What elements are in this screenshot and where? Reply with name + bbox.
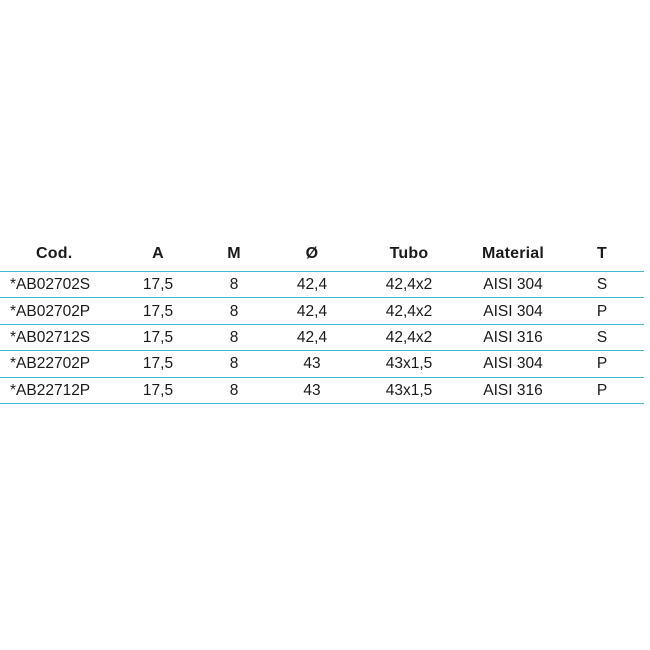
cell-t: S [596, 328, 608, 346]
header-diameter: Ø [305, 244, 319, 262]
cell-tubo: 42,4x2 [385, 328, 433, 346]
cell-tubo: 43x1,5 [385, 381, 433, 399]
table-row [0, 325, 644, 351]
cell-code: *AB22712P [10, 381, 91, 399]
header-m: M [227, 244, 241, 262]
cell-material: AISI 304 [483, 276, 543, 294]
cell-a: 17,5 [142, 381, 174, 399]
cell-material: AISI 304 [483, 355, 543, 373]
table-row [0, 298, 644, 324]
header-material: Material [481, 244, 545, 262]
cell-diameter: 43 [303, 355, 321, 373]
cell-a: 17,5 [142, 276, 174, 294]
table-header [0, 236, 644, 272]
cell-code: *AB02712S [10, 328, 91, 346]
cell-diameter: 42,4 [296, 302, 328, 320]
cell-t: S [596, 276, 608, 294]
table-row [0, 378, 644, 404]
cell-code: *AB22702P [10, 355, 91, 373]
cell-diameter: 42,4 [296, 328, 328, 346]
cell-a: 17,5 [142, 302, 174, 320]
table-row [0, 272, 644, 298]
cell-tubo: 42,4x2 [385, 276, 433, 294]
cell-tubo: 42,4x2 [385, 302, 433, 320]
cell-tubo: 43x1,5 [385, 355, 433, 373]
cell-material: AISI 316 [483, 381, 543, 399]
cell-t: P [596, 355, 608, 373]
cell-m: 8 [229, 302, 239, 320]
cell-m: 8 [229, 355, 239, 373]
cell-code: *AB02702P [10, 302, 91, 320]
cell-diameter: 42,4 [296, 276, 328, 294]
header-a: A [152, 244, 164, 262]
spec-table [0, 236, 644, 404]
header-t: T [597, 244, 607, 262]
header-tubo: Tubo [389, 244, 429, 262]
table-row [0, 351, 644, 377]
cell-material: AISI 304 [483, 302, 543, 320]
cell-diameter: 43 [303, 381, 321, 399]
cell-t: P [596, 302, 608, 320]
cell-material: AISI 316 [483, 328, 543, 346]
header-code: Cod. [36, 244, 73, 262]
cell-code: *AB02702S [10, 276, 91, 294]
cell-t: P [596, 381, 608, 399]
cell-m: 8 [229, 381, 239, 399]
cell-a: 17,5 [142, 355, 174, 373]
cell-m: 8 [229, 276, 239, 294]
cell-m: 8 [229, 328, 239, 346]
cell-a: 17,5 [142, 328, 174, 346]
